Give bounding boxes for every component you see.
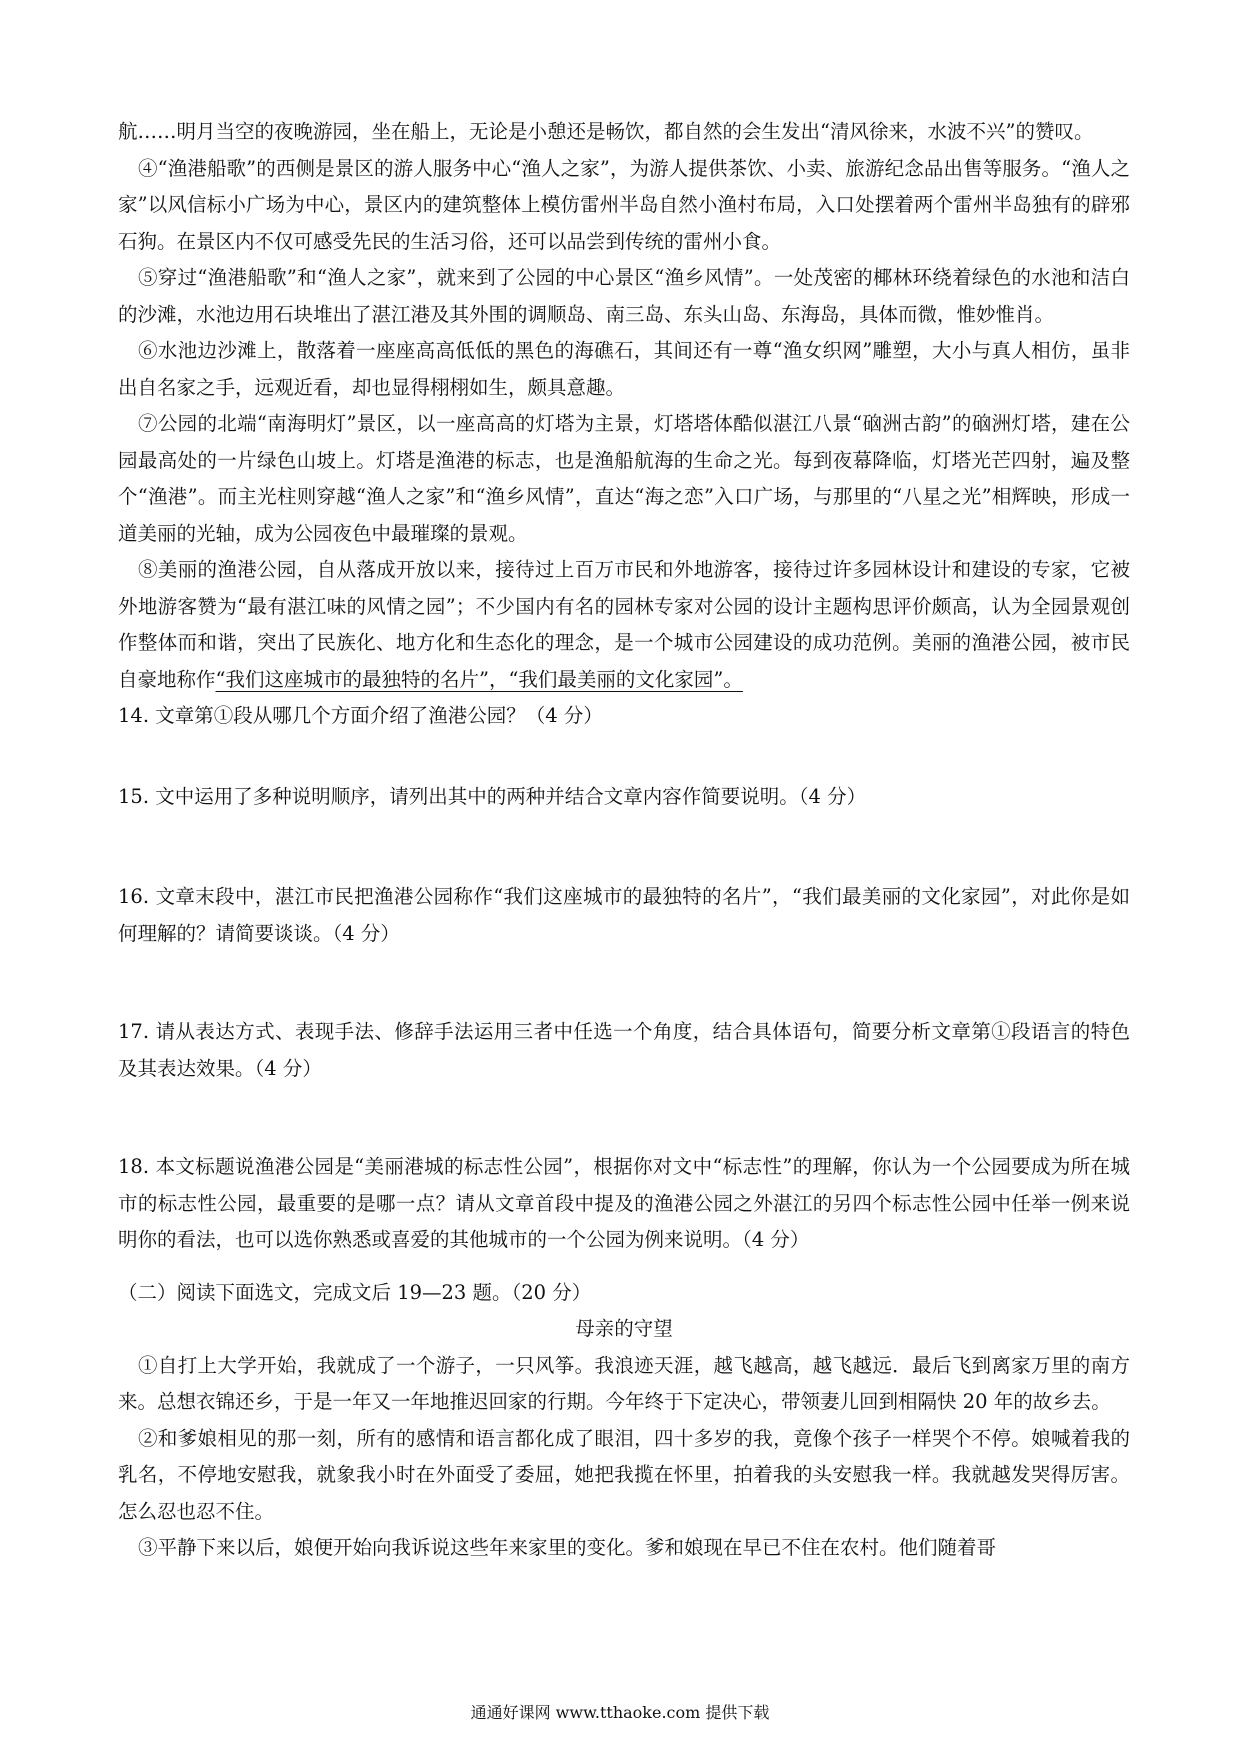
paragraph-8-text: ⑧美丽的渔港公园，自从落成开放以来，接待过上百万市民和外地游客，接待过许多园林设计和建设的专家，它被外地游客赞为“最有湛江味的风情之园”；不少国内有名的园林专家对公园的设计主题构思评价颇高，认为全园景观创作整体而和谐，突出了民族化、地方化和生态化的理念，是一个城市公园建设的成功范例。美丽的渔港公园，被市民自豪地称作 xyxy=(118,558,1130,691)
question-15: 15. 文中运用了多种说明顺序，请列出其中的两种并结合文章内容作简要说明。（4 分） xyxy=(118,784,867,808)
question-16: 16. 文章末段中，湛江市民把渔港公园称作“我们这座城市的最独特的名片”，“我们最美丽的文化家园”，对此你是如何理解的？请简要谈谈。（4 分） xyxy=(118,885,1130,945)
document-body xyxy=(118,114,1130,1567)
question-14: 14. 文章第①段从哪几个方面介绍了渔港公园？（4 分） xyxy=(118,704,603,727)
page-footer: 通通好课网 www.tthaoke.com 提供下载 xyxy=(470,1703,770,1722)
paragraph-4: ④“渔港船歌”的西侧是景区的游人服务中心“渔人之家”，为游人提供茶饮、小卖、旅游纪念品出售等服务。“渔人之家”以风信标小广场为中心，景区内的建筑整体上模仿雷州半岛自然小渔村布局，入口处摆着两个雷州半岛独有的辟邪石狗。在景区内不仅可感受先民的生活习俗，还可以品尝到传统的雷州小食。 xyxy=(118,156,1130,253)
passage-title: 母亲的守望 xyxy=(575,1317,673,1340)
paragraph-5: ⑤穿过“渔港船歌”和“渔人之家”，就来到了公园的中心景区“渔乡风情”。一处茂密的椰林环绕着绿色的水池和洁白的沙滩，水池边用石块堆出了湛江港及其外围的调顺岛、南三岛、东头山岛、东海岛，具体而微，惟妙惟肖。 xyxy=(118,266,1130,326)
paragraph-6: ⑥水池边沙滩上，散落着一座座高高低低的黑色的海礁石，其间还有一尊“渔女织网”雕塑，大小与真人相仿，虽非出自名家之手，远观近看，却也显得栩栩如生，颇具意趣。 xyxy=(118,339,1130,399)
section-2 xyxy=(118,1275,1130,1567)
paragraph-7: ⑦公园的北端“南海明灯”景区，以一座高高的灯塔为主景，灯塔塔体酷似湛江八景“硇洲古韵”的硇洲灯塔，建在公园最高处的一片绿色山坡上。灯塔是渔港的标志，也是渔船航海的生命之光。每到夜幕降临，灯塔光芒四射，遍及整个“渔港”。而主光柱则穿越“渔人之家”和“渔乡风情”，直达“海之恋”入口广场，与那里的“八星之光”相辉映，形成一道美丽的光轴，成为公园夜色中最璀璨的景观。 xyxy=(118,412,1130,545)
answer-space xyxy=(118,815,1130,879)
passage-paragraph-2: ②和爹娘相见的那一刻，所有的感情和语言都化成了眼泪，四十多岁的我，竟像个孩子一样哭个不停。娘喊着我的乳名，不停地安慰我，就象我小时在外面受了委屈，她把我揽在怀里，拍着我的头安慰我一样。我就越发哭得厉害。怎么忍也忍不住。 xyxy=(118,1426,1130,1523)
answer-space xyxy=(118,1087,1130,1149)
answer-space xyxy=(118,952,1130,1014)
paragraph-8-underlined: “我们这座城市的最独特的名片”，“我们最美丽的文化家园”。 xyxy=(215,667,743,691)
paragraph-continued: 航……明月当空的夜晚游园，坐在船上，无论是小憩还是畅饮，都自然的会生发出“清风徐来，水波不兴”的赞叹。 xyxy=(118,120,1094,143)
passage-paragraph-3: ③平静下来以后，娘便开始向我诉说这些年来家里的变化。爹和娘现在早已不住在农村。他们随着哥 xyxy=(138,1536,997,1559)
answer-space xyxy=(118,735,1130,779)
paragraph-8 xyxy=(118,552,1130,698)
section-2-heading: （二）阅读下面选文，完成文后 19—23 题。（20 分） xyxy=(118,1280,592,1304)
passage-paragraph-1: ①自打上大学开始，我就成了一个游子，一只风筝。我浪迹天涯，越飞越高，越飞越远．最后飞到离家万里的南方来。总想衣锦还乡，于是一年又一年地推迟回家的行期。今年终于下定决心，带领妻儿回到相隔快 20 年的故乡去。 xyxy=(118,1353,1130,1413)
question-17: 17. 请从表达方式、表现手法、修辞手法运用三者中任选一个角度，结合具体语句，简要分析文章第①段语言的特色及其表达效果。（4 分） xyxy=(118,1020,1130,1080)
question-18: 18. 本文标题说渔港公园是“美丽港城的标志性公园”，根据你对文中“标志性”的理解，你认为一个公园要成为所在城市的标志性公园，最重要的是哪一点？请从文章首段中提及的渔港公园之外湛江的另四个标志性公园中任举一例来说明你的看法，也可以选你熟悉或喜爱的其他城市的一个公园为例来说明。（4 分） xyxy=(118,1155,1130,1251)
